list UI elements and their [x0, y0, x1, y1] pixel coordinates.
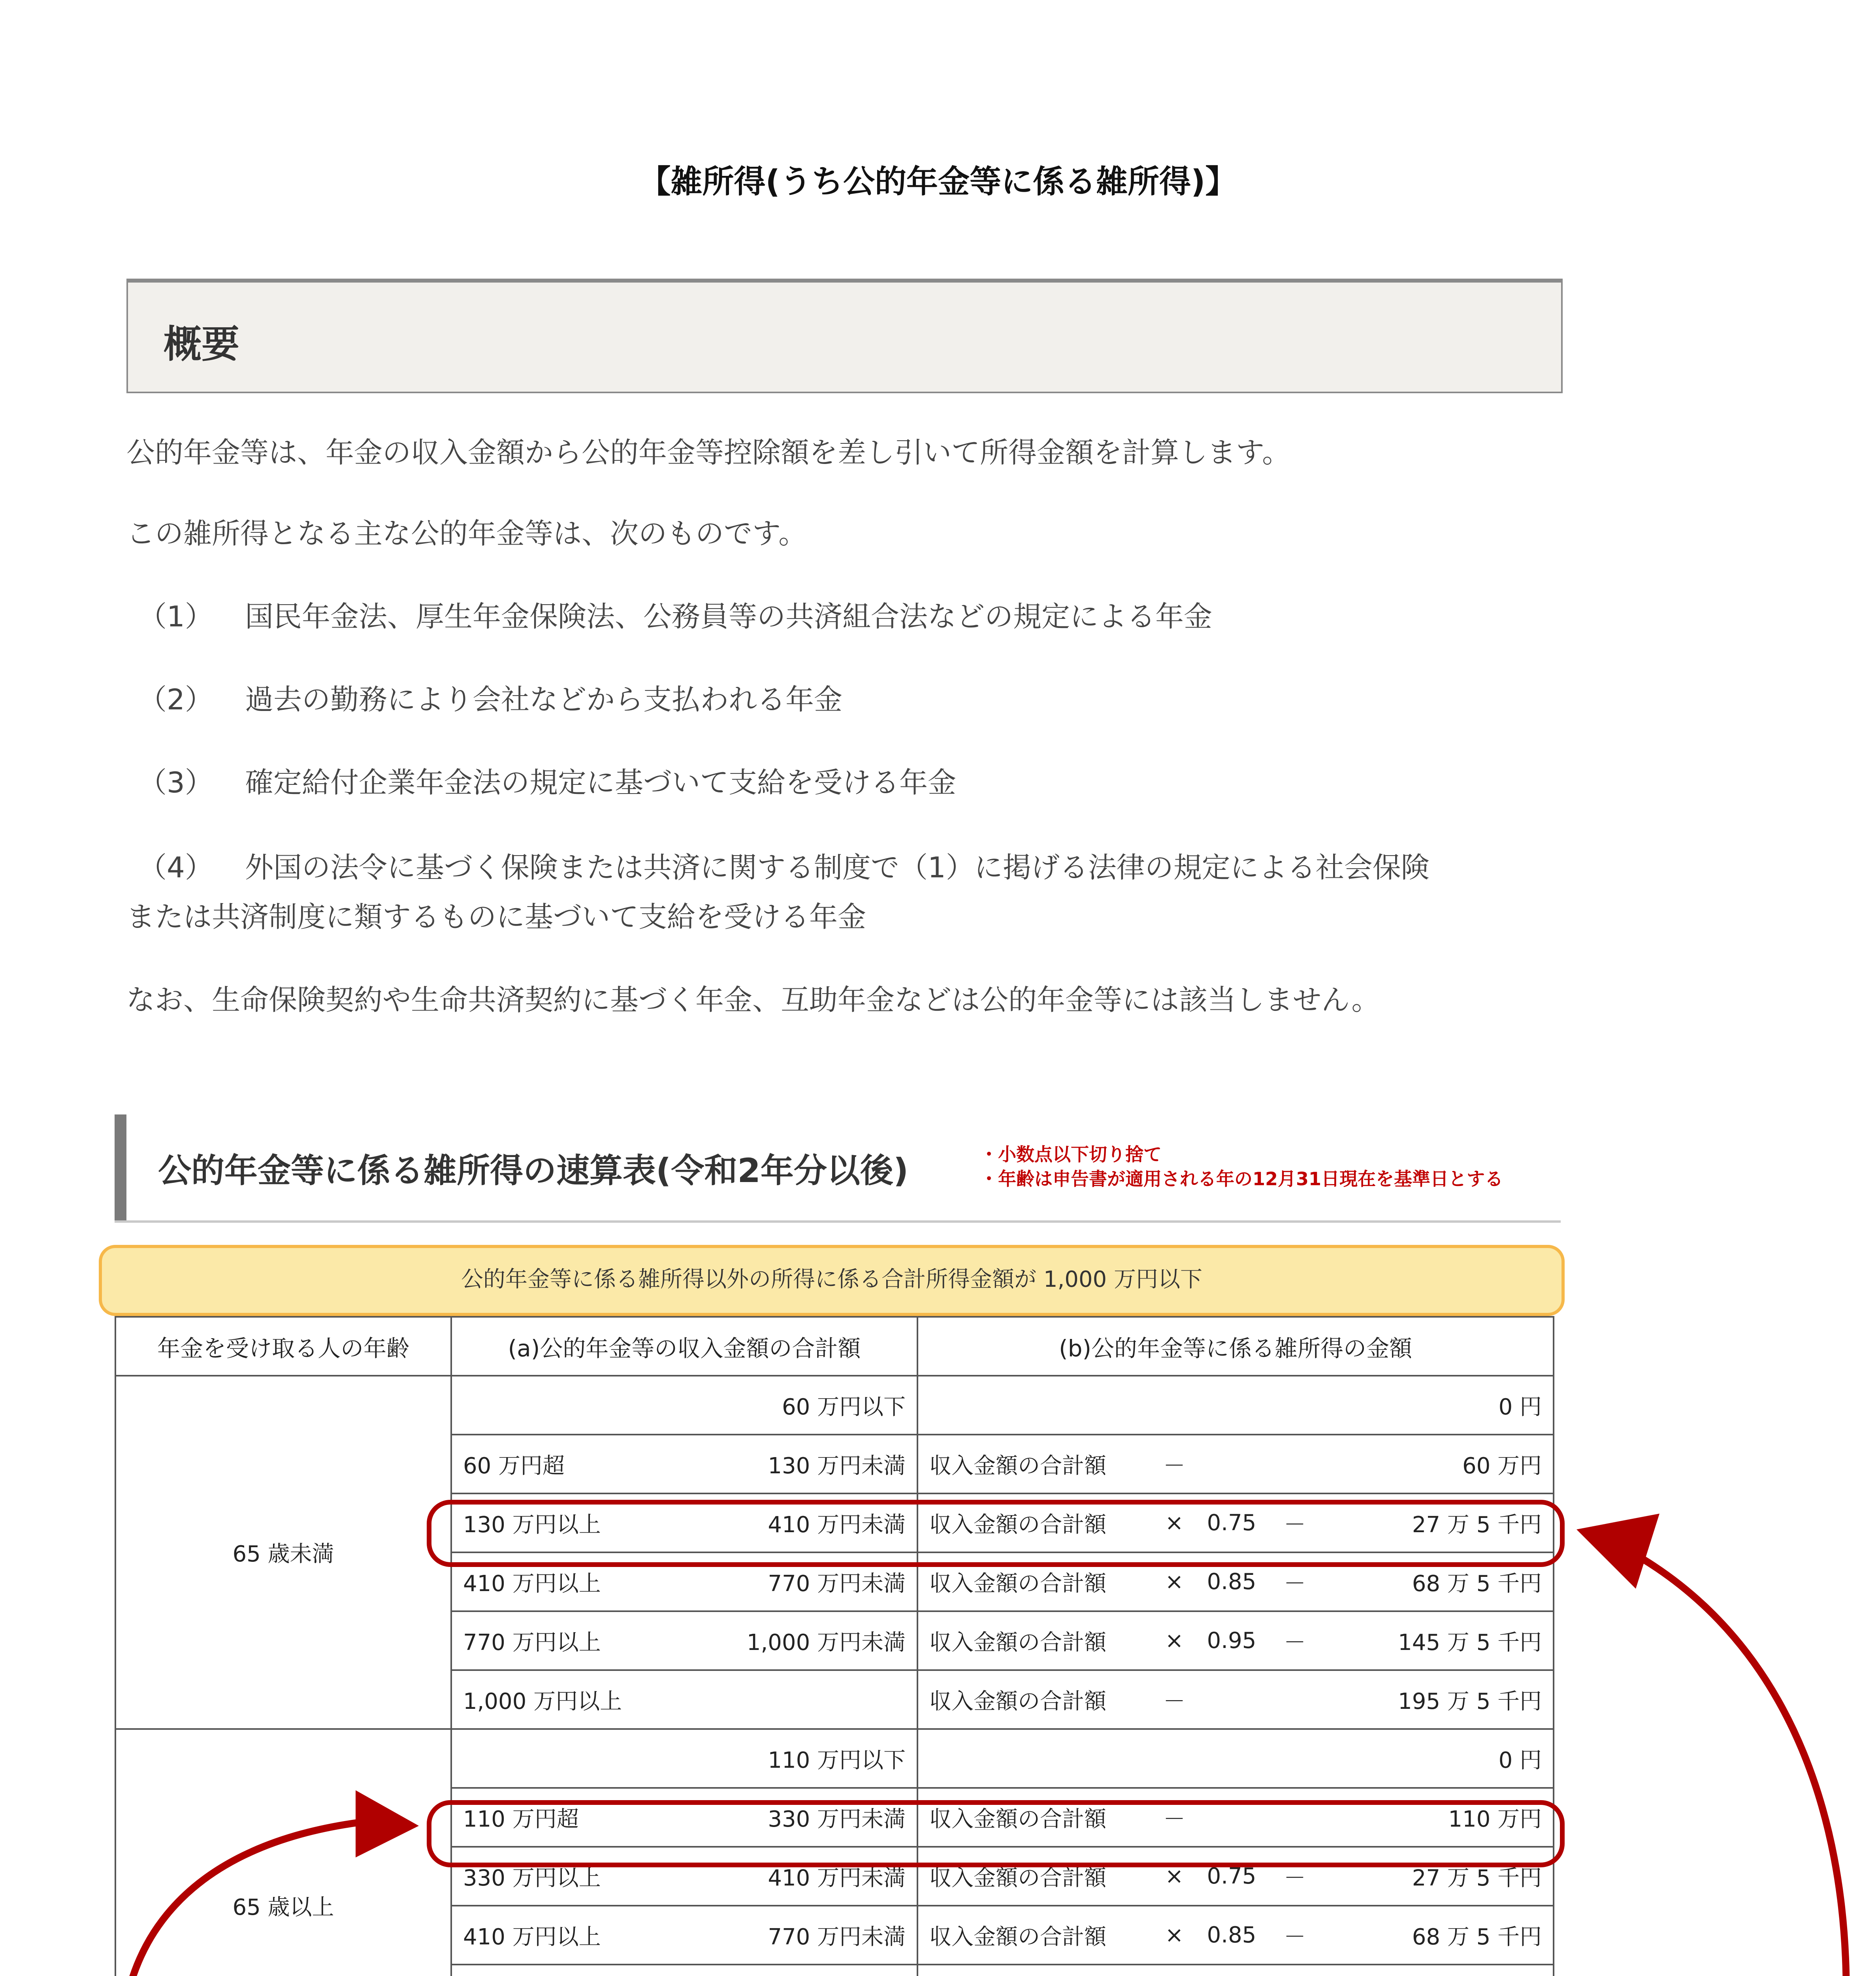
- formula-amount: 0 円: [1498, 1394, 1542, 1420]
- list-number: （2）: [138, 683, 213, 716]
- arrow-curve-example3: [121, 1822, 364, 1976]
- arrow-curve-example4: [1640, 1557, 1846, 1976]
- overview-heading: 概要: [164, 322, 239, 366]
- formula-operator: －: [1284, 1924, 1306, 1950]
- range-to: 410 万円未満: [768, 1865, 906, 1891]
- range-to: 410 万円未満: [768, 1512, 906, 1538]
- range-to: 770 万円未満: [768, 1924, 906, 1950]
- range-from: 330 万円以上: [463, 1865, 601, 1891]
- formula-operator: ×: [1165, 1628, 1184, 1654]
- range-from: 770 万円以上: [463, 1629, 601, 1655]
- range-to: 130 万円未満: [768, 1453, 906, 1479]
- range-to: 60 万円以下: [782, 1394, 906, 1420]
- page-title: 【雑所得(うち公的年金等に係る雑所得)】: [639, 163, 1237, 200]
- list-text: 国民年金法、厚生年金保険法、公務員等の共済組合法などの規定による年金: [245, 600, 1213, 633]
- formula-base: 収入金額の合計額: [929, 1453, 1106, 1479]
- range-from: 130 万円以上: [463, 1512, 601, 1538]
- list-text: 外国の法令に基づく保険または共済に関する制度で（1）に掲げる法律の規定による社会保険: [245, 851, 1430, 884]
- formula-operator: －: [1163, 1688, 1185, 1714]
- range-from: 410 万円以上: [463, 1924, 601, 1950]
- formula-base: 収入金額の合計額: [929, 1924, 1106, 1950]
- formula-operator: －: [1284, 1629, 1306, 1655]
- formula-amount: 68 万 5 千円: [1412, 1571, 1542, 1597]
- formula-amount: 68 万 5 千円: [1412, 1924, 1542, 1950]
- formula-operator: ×: [1165, 1510, 1184, 1536]
- header-misc-income: (b)公的年金等に係る雑所得の金額: [917, 1317, 1554, 1376]
- range-to: 1,000 万円未満: [746, 1629, 906, 1655]
- list-text: 過去の勤務により会社などから支払われる年金: [245, 683, 843, 716]
- age-cell: 65 歳未満: [115, 1376, 451, 1729]
- formula-amount: 27 万 5 千円: [1412, 1865, 1542, 1891]
- list-text: 確定給付企業年金法の規定に基づいて支給を受ける年金: [245, 766, 957, 799]
- formula-base: 収入金額の合計額: [929, 1806, 1106, 1832]
- formula-operator: －: [1163, 1806, 1185, 1832]
- formula-operator: ×: [1165, 1922, 1184, 1948]
- formula-amount: 145 万 5 千円: [1398, 1629, 1542, 1655]
- formula-operator: －: [1284, 1865, 1306, 1891]
- arrow-head-example3: [356, 1790, 419, 1857]
- formula-operator: －: [1284, 1571, 1306, 1597]
- list-number: （3）: [138, 766, 213, 799]
- formula-amount: 110 万円: [1448, 1806, 1542, 1832]
- formula-operator: ×: [1165, 1569, 1184, 1595]
- formula-operator: －: [1163, 1453, 1185, 1479]
- section-title: 公的年金等に係る雑所得の速算表(令和2年分以後): [158, 1151, 909, 1190]
- range-from: 60 万円超: [463, 1453, 565, 1479]
- overview-paragraph: この雑所得となる主な公的年金等は、次のものです。: [126, 517, 807, 550]
- formula-amount: 195 万 5 千円: [1398, 1688, 1542, 1714]
- header-income: (a)公的年金等の収入金額の合計額: [451, 1317, 917, 1376]
- range-from: 1,000 万円以上: [463, 1688, 622, 1714]
- formula-amount: 60 万円: [1462, 1453, 1542, 1479]
- formula-rate: 0.75: [1207, 1863, 1256, 1889]
- table-banner: 公的年金等に係る雑所得以外の所得に係る合計所得金額が 1,000 万円以下: [99, 1245, 1565, 1316]
- formula-rate: 0.75: [1207, 1510, 1256, 1536]
- age-cell: 65 歳以上: [115, 1729, 451, 1976]
- note-text: ・小数点以下切り捨て: [980, 1144, 1162, 1165]
- range-from: 110 万円超: [463, 1806, 579, 1832]
- formula-operator: －: [1284, 1512, 1306, 1538]
- range-to: 330 万円未満: [768, 1806, 906, 1832]
- formula-rate: 0.85: [1207, 1922, 1256, 1948]
- range-from: 410 万円以上: [463, 1571, 601, 1597]
- overview-paragraph: なお、生命保険契約や生命共済契約に基づく年金、互助年金などは公的年金等には該当しません。: [126, 983, 1380, 1016]
- formula-base: 収入金額の合計額: [929, 1688, 1106, 1714]
- formula-amount: 0 円: [1498, 1747, 1542, 1773]
- formula-base: 収入金額の合計額: [929, 1629, 1106, 1655]
- formula-base: 収入金額の合計額: [929, 1512, 1106, 1538]
- list-item-continuation: または共済制度に類するものに基づいて支給を受ける年金: [126, 900, 866, 933]
- list-number: （4）: [138, 851, 213, 884]
- overview-paragraph: 公的年金等は、年金の収入金額から公的年金等控除額を差し引いて所得金額を計算します。: [126, 436, 1291, 469]
- formula-amount: 27 万 5 千円: [1412, 1512, 1542, 1538]
- formula-rate: 0.95: [1207, 1628, 1256, 1654]
- arrow-head-example4: [1577, 1514, 1659, 1589]
- formula-base: 収入金額の合計額: [929, 1571, 1106, 1597]
- range-to: 770 万円未満: [768, 1571, 906, 1597]
- list-number: （1）: [138, 600, 213, 633]
- range-to: 110 万円以下: [768, 1747, 906, 1773]
- formula-base: 収入金額の合計額: [929, 1865, 1106, 1891]
- note-text: ・年齢は申告書が適用される年の12月31日現在を基準日とする: [980, 1168, 1503, 1190]
- header-age: 年金を受け取る人の年齢: [115, 1317, 451, 1376]
- formula-operator: ×: [1165, 1863, 1184, 1889]
- formula-rate: 0.85: [1207, 1569, 1256, 1595]
